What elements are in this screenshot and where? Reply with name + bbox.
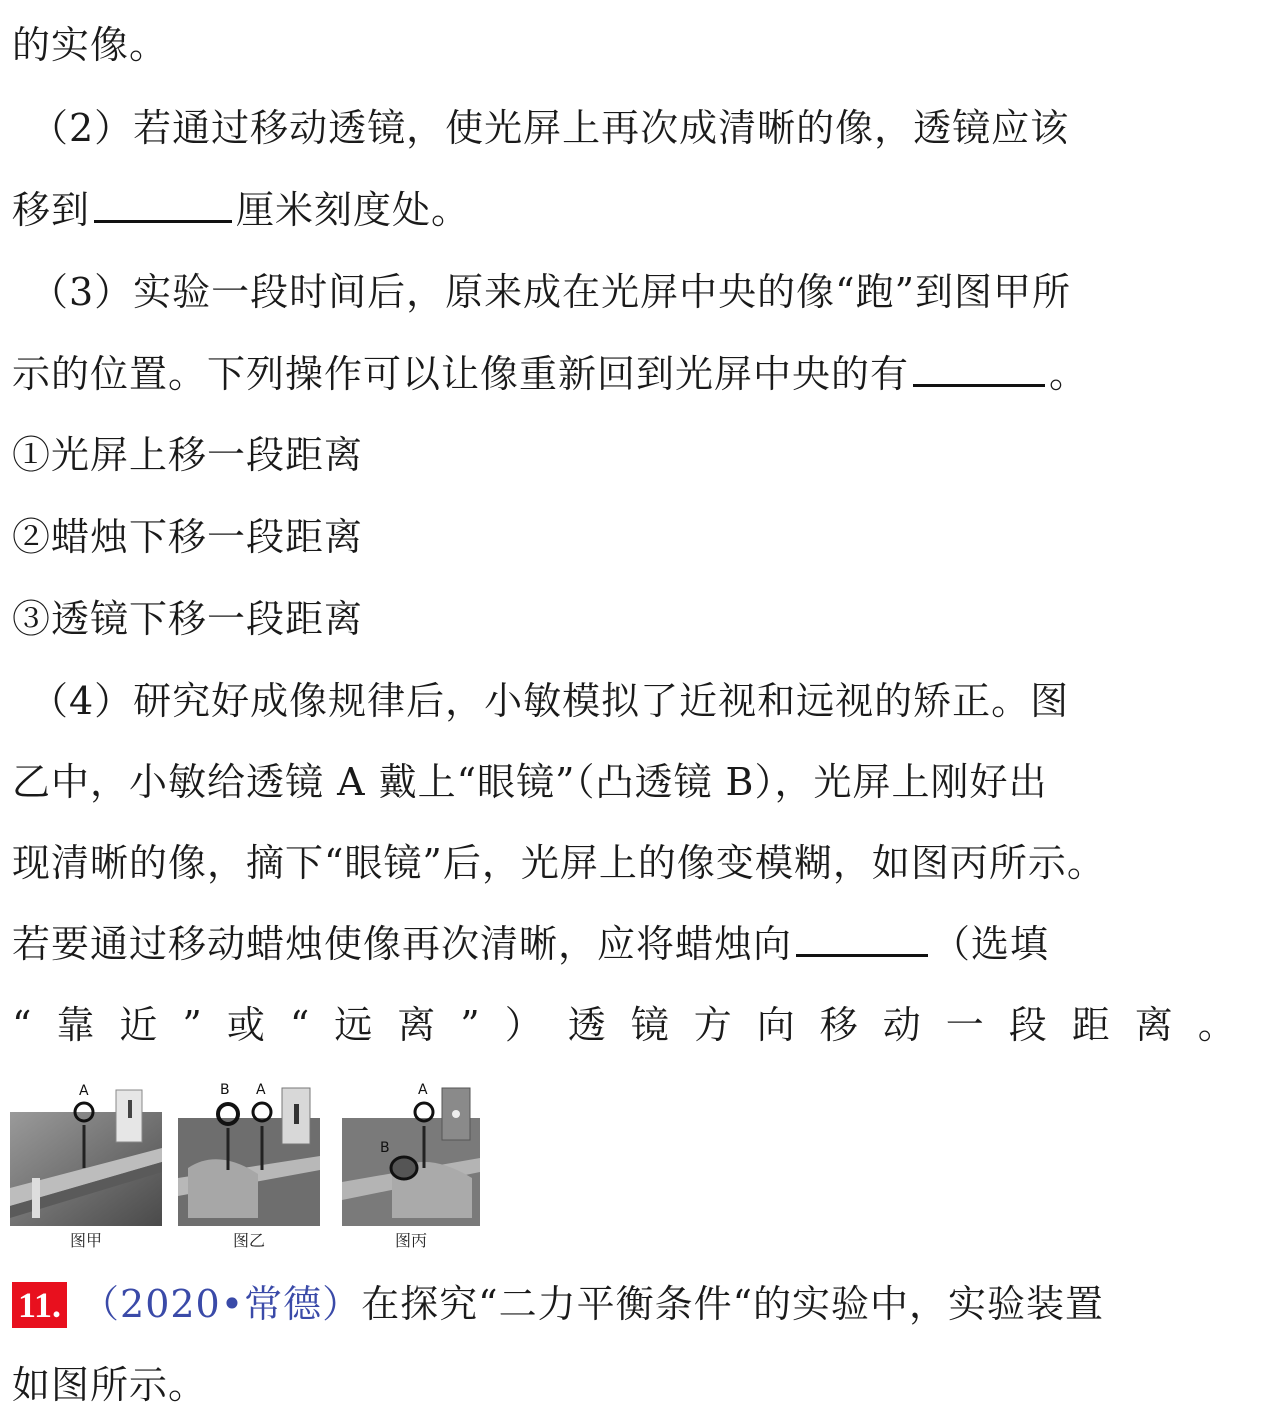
- question-text: 如图所示。: [12, 1363, 208, 1407]
- figure-caption: 图丙: [394, 1231, 427, 1250]
- text-span: （4）研究好成像规律后，小敏模拟了近视和远视的矫正。图: [30, 679, 1070, 723]
- figure-caption: 图甲: [69, 1231, 102, 1250]
- text-span: 示的位置。下列操作可以让像重新回到光屏中央的有: [12, 352, 910, 396]
- text-span: （选填: [932, 922, 1050, 966]
- lens-label-b: B: [220, 1082, 230, 1098]
- answer-blank[interactable]: [796, 920, 928, 957]
- text-line: [12, 1000, 1261, 1050]
- text-line: [12, 1360, 1070, 1410]
- text-span: （3）实验一段时间后，原来成在光屏中央的像“跑”到图甲所: [30, 270, 1072, 314]
- option-2: [12, 512, 1070, 562]
- text-line: [12, 919, 1070, 969]
- text-line: [30, 103, 1070, 153]
- text-span: 若要通过移动蜡烛使像再次清晰，应将蜡烛向: [12, 922, 793, 966]
- text-span: 厘米刻度处。: [236, 188, 471, 232]
- text-line: [12, 757, 1070, 807]
- question-source: （2020•常德）: [81, 1282, 362, 1326]
- text-line: [30, 676, 1070, 726]
- question-number-badge: 11.: [12, 1282, 67, 1328]
- text-line: [12, 838, 1106, 888]
- text-line: [30, 267, 1070, 317]
- figure-jia-image: [10, 1078, 162, 1226]
- experiment-figures: [10, 1078, 490, 1258]
- text-span: 。: [1049, 352, 1089, 396]
- figure-yi: [178, 1078, 320, 1250]
- text-span: ②蜡烛下移一段距离: [12, 515, 364, 559]
- text-span: ①光屏上移一段距离: [12, 433, 364, 477]
- answer-blank[interactable]: [94, 186, 232, 223]
- text-line: [12, 349, 1089, 399]
- option-3: [12, 594, 1070, 644]
- figure-bing: [342, 1078, 480, 1250]
- figure-caption: 图乙: [232, 1231, 265, 1250]
- lens-label-b: B: [380, 1140, 390, 1156]
- figure-bing-image: [342, 1078, 480, 1226]
- question-11-header: [12, 1276, 1104, 1332]
- lens-label-a: A: [418, 1082, 428, 1098]
- lens-label-a: A: [79, 1083, 89, 1099]
- text-span: “靠近”或“远离”）透镜方向移动一段距离。: [12, 1003, 1261, 1047]
- text-line: [12, 185, 1070, 235]
- figure-jia: [10, 1078, 162, 1250]
- option-1: [12, 430, 1070, 480]
- text-span: 乙中，小敏给透镜 A 戴上“眼镜”（凸透镜 B），光屏上刚好出: [12, 760, 1048, 804]
- text-line: [12, 20, 1070, 70]
- text-span: （2）若通过移动透镜，使光屏上再次成清晰的像，透镜应该: [30, 106, 1070, 150]
- text-span: 移到: [12, 188, 91, 232]
- question-text: 在探究“二力平衡条件“的实验中，实验装置: [361, 1282, 1104, 1326]
- text-span: ③透镜下移一段距离: [12, 597, 364, 641]
- answer-blank[interactable]: [913, 350, 1045, 387]
- lens-label-a: A: [256, 1082, 266, 1098]
- text-span: 现清晰的像，摘下“眼镜”后，光屏上的像变模糊，如图丙所示。: [12, 841, 1106, 885]
- figure-yi-image: [178, 1078, 320, 1226]
- text-span: 的实像。: [12, 23, 169, 67]
